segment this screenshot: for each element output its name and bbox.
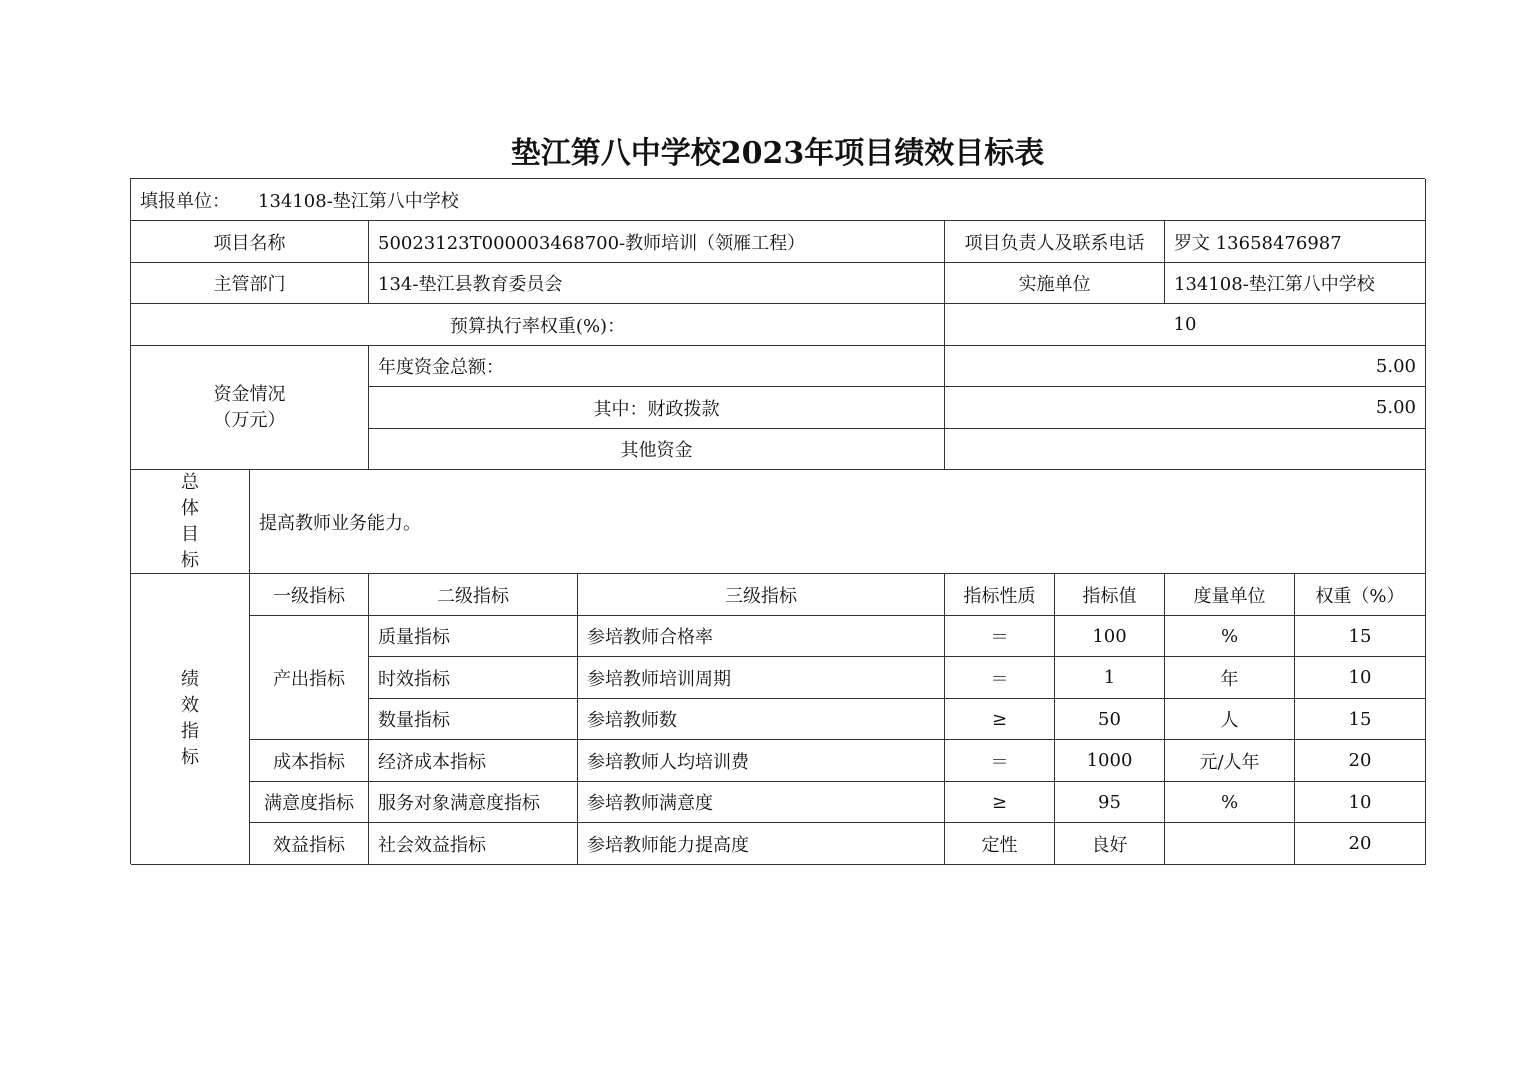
perf-label-char: 指 bbox=[181, 721, 199, 742]
page-title: 垫江第八中学校2023年项目绩效目标表 bbox=[510, 136, 1045, 171]
funds-fiscal-value: 5.00 bbox=[945, 387, 1426, 429]
fill-unit-row bbox=[131, 179, 1426, 221]
department-label: 主管部门 bbox=[131, 263, 369, 304]
goal-label-char: 标 bbox=[181, 549, 199, 571]
header-cell: 一级指标 bbox=[250, 574, 369, 616]
funds-total-label: 年度资金总额： bbox=[369, 346, 945, 387]
nature-cell: 定性 bbox=[945, 823, 1055, 865]
level3-cell: 参培教师合格率 bbox=[578, 616, 945, 657]
unit-cell: % bbox=[1165, 616, 1295, 657]
weight-cell: 20 bbox=[1295, 823, 1426, 865]
unit-cell: % bbox=[1165, 782, 1295, 823]
level3-cell: 参培教师满意度 bbox=[578, 782, 945, 823]
header-cell: 指标性质 bbox=[945, 574, 1055, 616]
funds-fiscal-label: 其中：财政拨款 bbox=[369, 387, 945, 429]
header-cell: 度量单位 bbox=[1165, 574, 1295, 616]
level1-cell: 效益指标 bbox=[250, 823, 369, 865]
budget-weight-value: 10 bbox=[945, 304, 1426, 346]
impl-unit-label: 实施单位 bbox=[945, 263, 1165, 304]
contact-value: 罗文 13658476987 bbox=[1165, 221, 1426, 263]
funds-label-line2: （万元） bbox=[213, 409, 286, 431]
perf-label-char: 效 bbox=[181, 695, 199, 716]
value-cell: 1 bbox=[1055, 657, 1165, 699]
funds-other-label: 其他资金 bbox=[369, 429, 945, 470]
project-name-value: 50023123T000003468700-教师培训（领雁工程） bbox=[369, 221, 945, 263]
nature-cell: ≥ bbox=[945, 782, 1055, 823]
unit-cell: 年 bbox=[1165, 657, 1295, 699]
weight-cell: 20 bbox=[1295, 740, 1426, 782]
level2-cell: 社会效益指标 bbox=[369, 823, 578, 865]
perf-label-char: 绩 bbox=[181, 669, 199, 690]
nature-cell: ＝ bbox=[945, 740, 1055, 782]
goal-label-char: 总 bbox=[181, 471, 199, 493]
level3-cell: 参培教师人均培训费 bbox=[578, 740, 945, 782]
perf-label-char: 标 bbox=[181, 747, 199, 768]
header-cell: 权重（%） bbox=[1295, 574, 1426, 616]
weight-cell: 15 bbox=[1295, 616, 1426, 657]
weight-cell: 15 bbox=[1295, 699, 1426, 740]
nature-cell: ≥ bbox=[945, 699, 1055, 740]
level1-cell: 满意度指标 bbox=[250, 782, 369, 823]
level2-cell: 数量指标 bbox=[369, 699, 578, 740]
level2-cell: 时效指标 bbox=[369, 657, 578, 699]
output-indicator-label: 产出指标 bbox=[250, 616, 369, 740]
fill-unit-label: 填报单位： bbox=[140, 190, 230, 212]
nature-cell: ＝ bbox=[945, 657, 1055, 699]
unit-cell: 人 bbox=[1165, 699, 1295, 740]
weight-cell: 10 bbox=[1295, 782, 1426, 823]
unit-cell bbox=[1165, 823, 1295, 865]
value-cell: 100 bbox=[1055, 616, 1165, 657]
nature-cell: ＝ bbox=[945, 616, 1055, 657]
value-cell: 95 bbox=[1055, 782, 1165, 823]
level3-cell: 参培教师数 bbox=[578, 699, 945, 740]
level2-cell: 经济成本指标 bbox=[369, 740, 578, 782]
goal-label bbox=[131, 470, 250, 574]
impl-unit-value: 134108-垫江第八中学校 bbox=[1165, 263, 1426, 304]
funds-total-value: 5.00 bbox=[945, 346, 1426, 387]
header-cell: 指标值 bbox=[1055, 574, 1165, 616]
department-value: 134-垫江县教育委员会 bbox=[369, 263, 945, 304]
level2-cell: 质量指标 bbox=[369, 616, 578, 657]
contact-label: 项目负责人及联系电话 bbox=[945, 221, 1165, 263]
header-cell: 三级指标 bbox=[578, 574, 945, 616]
level2-cell: 服务对象满意度指标 bbox=[369, 782, 578, 823]
unit-cell: 元/人年 bbox=[1165, 740, 1295, 782]
funds-other-value bbox=[945, 429, 1426, 470]
funds-label-line1: 资金情况 bbox=[213, 383, 286, 405]
value-cell: 良好 bbox=[1055, 823, 1165, 865]
project-name-label: 项目名称 bbox=[131, 221, 369, 263]
level3-cell: 参培教师能力提高度 bbox=[578, 823, 945, 865]
level3-cell: 参培教师培训周期 bbox=[578, 657, 945, 699]
goal-label-char: 体 bbox=[181, 497, 199, 519]
fill-unit-value: 134108-垫江第八中学校 bbox=[258, 190, 459, 212]
budget-weight-label: 预算执行率权重(%)： bbox=[131, 304, 945, 346]
performance-target-table bbox=[130, 178, 1425, 864]
weight-cell: 10 bbox=[1295, 657, 1426, 699]
header-cell: 二级指标 bbox=[369, 574, 578, 616]
goal-label-char: 目 bbox=[181, 523, 199, 545]
funds-label bbox=[131, 346, 369, 470]
value-cell: 1000 bbox=[1055, 740, 1165, 782]
perf-label bbox=[131, 574, 250, 865]
goal-text: 提高教师业务能力。 bbox=[250, 470, 1426, 574]
level1-cell: 成本指标 bbox=[250, 740, 369, 782]
value-cell: 50 bbox=[1055, 699, 1165, 740]
